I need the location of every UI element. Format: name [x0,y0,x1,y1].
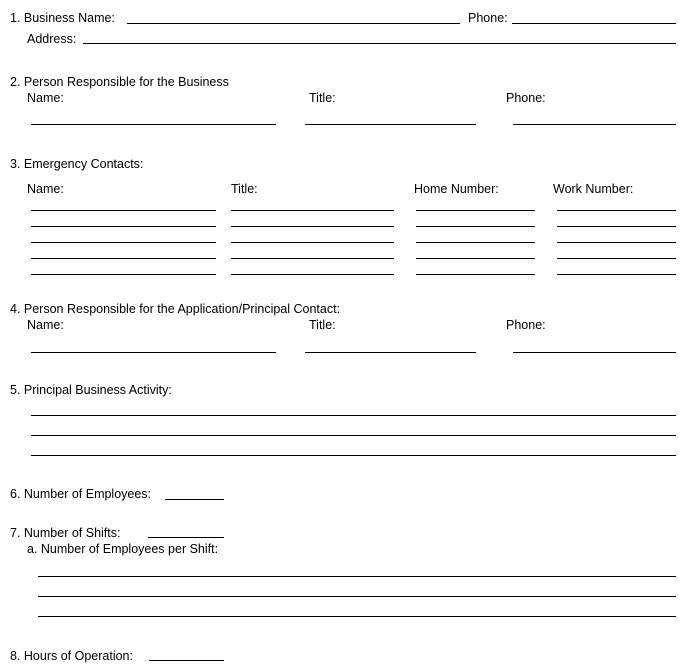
contact-name-field[interactable] [31,226,216,227]
s2-title-field[interactable] [305,124,476,125]
s2-name-field[interactable] [31,124,276,125]
section-4-heading: 4. Person Responsible for the Application/Principal Contact: [10,302,341,316]
s3-name-label: Name: [27,182,64,196]
contact-title-field[interactable] [231,274,394,275]
section-5-heading: 5. Principal Business Activity: [10,383,172,397]
section-6-heading: 6. Number of Employees: [10,487,152,501]
contact-title-field[interactable] [231,210,394,211]
business-phone-label: Phone: [468,11,508,25]
s2-name-label: Name: [27,91,64,105]
contact-home-number-field[interactable] [416,226,535,227]
address-field[interactable] [83,43,676,44]
number-of-employees-field[interactable] [165,499,224,500]
s3-work-number-label: Work Number: [553,182,634,196]
s2-phone-field[interactable] [513,124,676,125]
contact-work-number-field[interactable] [557,242,676,243]
contact-work-number-field[interactable] [557,274,676,275]
employees-per-shift-label: a. Number of Employees per Shift: [27,542,219,556]
s4-phone-label: Phone: [506,318,546,332]
employees-per-shift-line[interactable] [38,576,676,577]
contact-home-number-field[interactable] [416,258,535,259]
section-2-heading: 2. Person Responsible for the Business [10,75,229,89]
business-phone-field[interactable] [512,23,676,24]
s4-name-field[interactable] [31,352,276,353]
contact-work-number-field[interactable] [557,210,676,211]
employees-per-shift-line[interactable] [38,616,676,617]
s2-phone-label: Phone: [506,91,546,105]
address-label: Address: [27,32,77,46]
section-7-heading: 7. Number of Shifts: [10,526,121,540]
contact-home-number-field[interactable] [416,210,535,211]
contact-name-field[interactable] [31,210,216,211]
business-activity-line[interactable] [31,415,676,416]
section-3-heading: 3. Emergency Contacts: [10,157,144,171]
contact-title-field[interactable] [231,242,394,243]
section-8-heading: 8. Hours of Operation: [10,649,133,663]
s2-title-label: Title: [309,91,336,105]
contact-home-number-field[interactable] [416,242,535,243]
contact-name-field[interactable] [31,258,216,259]
contact-work-number-field[interactable] [557,258,676,259]
s4-name-label: Name: [27,318,64,332]
contact-name-field[interactable] [31,242,216,243]
s3-title-label: Title: [231,182,258,196]
employees-per-shift-line[interactable] [38,596,676,597]
business-name-label: 1. Business Name: [10,11,115,25]
contact-home-number-field[interactable] [416,274,535,275]
s4-title-field[interactable] [305,352,476,353]
contact-name-field[interactable] [31,274,216,275]
business-activity-line[interactable] [31,455,676,456]
s4-title-label: Title: [309,318,336,332]
hours-of-operation-field[interactable] [149,660,224,661]
contact-work-number-field[interactable] [557,226,676,227]
s3-home-number-label: Home Number: [414,182,499,196]
business-name-field[interactable] [127,23,460,24]
business-activity-line[interactable] [31,435,676,436]
contact-title-field[interactable] [231,258,394,259]
number-of-shifts-field[interactable] [148,537,224,538]
s4-phone-field[interactable] [513,352,676,353]
contact-title-field[interactable] [231,226,394,227]
